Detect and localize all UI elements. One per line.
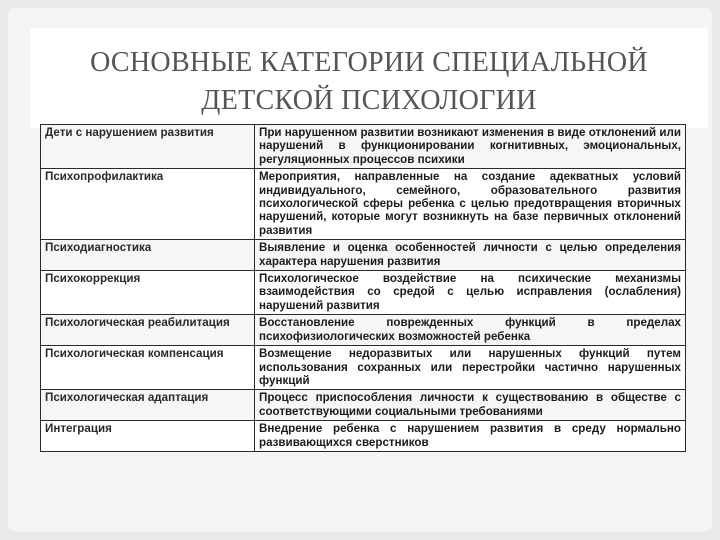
definition-cell: Возмещение недоразвитых или нарушенных функций путем использования сохранных или перестройки частично нарушенных функций [255,346,686,390]
definition-cell: Процесс приспособления личности к существованию в обществе с соответствующими социальными требованиями [255,390,686,421]
definition-cell: Восстановление поврежденных функций в пределах психофизиологических возможностей ребенка [255,315,686,346]
term-cell: Психокоррекция [41,271,255,315]
definition-cell: Психологическое воздействие на психические механизмы взаимодействия со средой с целью исправления (ослабления) нарушений развития [255,271,686,315]
table-row [41,125,686,169]
table-row [41,390,686,421]
term-cell: Дети с нарушением развития [41,125,255,169]
definition-cell: При нарушенном развитии возникают изменения в виде отклонений или нарушений в функционировании когнитивных, эмоциональных, регуляционных процессов психики [255,125,686,169]
table-row [41,169,686,240]
table-row [41,346,686,390]
title-line-1: ОСНОВНЫЕ КАТЕГОРИИ СПЕЦИАЛЬНОЙ [90,47,648,78]
term-cell: Психопрофилактика [41,169,255,240]
term-cell: Психологическая реабилитация [41,315,255,346]
slide-title [30,28,708,120]
term-cell: Психологическая адаптация [41,390,255,421]
table-row [41,240,686,271]
term-cell: Интеграция [41,421,255,452]
definition-cell: Мероприятия, направленные на создание адекватных условий индивидуального, семейного, образовательного развития психологической сферы ребенка с целью предотвращения вторичных нарушений, которые могут возникнуть на базе первичных отклонений развития [255,169,686,240]
definition-cell: Внедрение ребенка с нарушением развития в среду нормально развивающихся сверстников [255,421,686,452]
term-cell: Психодиагностика [41,240,255,271]
title-box [30,28,708,128]
categories-table [40,124,686,452]
term-cell: Психологическая компенсация [41,346,255,390]
table-row [41,271,686,315]
title-line-2: ДЕТСКОЙ ПСИХОЛОГИИ [201,85,537,116]
table-row [41,421,686,452]
definition-cell: Выявление и оценка особенностей личности с целью определения характера нарушения развития [255,240,686,271]
table-row [41,315,686,346]
